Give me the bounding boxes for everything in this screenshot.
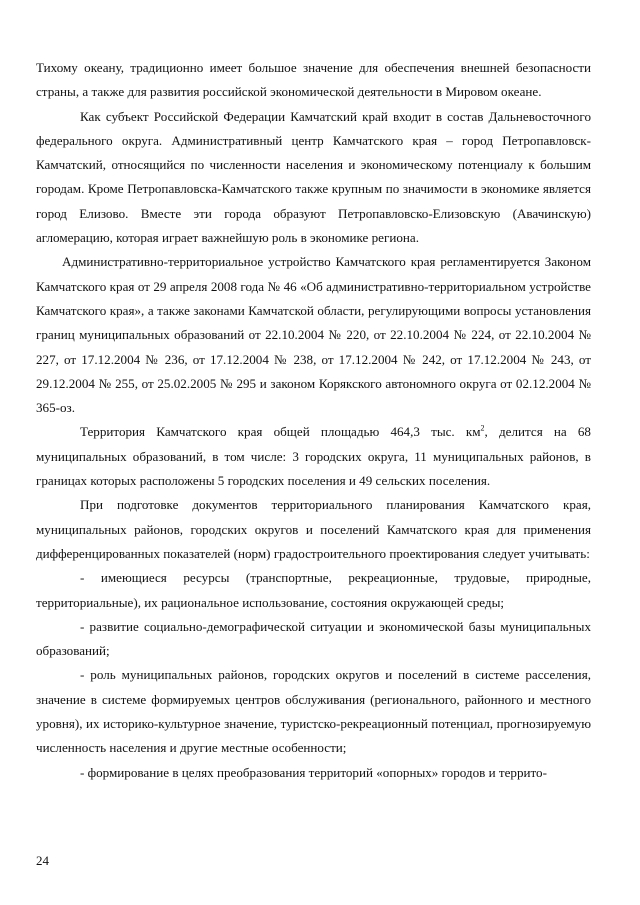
- list-item-settlement-role: - роль муниципальных районов, городских округов и поселений в системе расселения, значение в системе формируемых центров обслуживания (регионального, районного и местного уровня), их историко-культурное значение, туристско-рекреационный потенциал, прогнозируемую численность населения и другие местные особенности;: [36, 667, 591, 756]
- paragraph-administrative-structure: Административно-территориальное устройство Камчатского края регламентируется Законом Камчатского края от 29 апреля 2008 года № 46 «Об административно-территориальном устройстве Камчатского края», а также законами Камчатской области, регулирующими вопросы установления границ муниципальных образований от 22.10.2004 № 220, от 22.10.2004 № 224, от 22.10.2004 № 227, от 17.12.2004 № 236, от 17.12.2004 № 238, от 17.12.2004 № 242, от 17.12.2004 № 243, от 29.12.2004 № 255, от 25.02.2005 № 295 и законом Корякского автономного округа от 02.12.2004 № 365-оз.: [36, 254, 591, 416]
- document-page: [36, 56, 591, 785]
- list-item-demographics: - развитие социально-демографической ситуации и экономической базы муниципальных образований;: [36, 618, 591, 659]
- paragraph-planning-intro: При подготовке документов территориального планирования Камчатского края, муниципальных районов, городских округов и поселений Камчатского края для применения дифференцированных показателей (норм) градостроительного проектирования следует учитывать:: [36, 497, 591, 561]
- list-item-resources: - имеющиеся ресурсы (транспортные, рекреационные, трудовые, природные, территориальные), их рациональное использование, состояния окружающей среды;: [36, 570, 591, 610]
- paragraph-federal-district: Как субъект Российской Федерации Камчатский край входит в состав Дальневосточного федерального округа. Административный центр Камчатского края – город Петропавловск-Камчатский, относящийся по численности населения и экономическому потенциалу к большим городам. Кроме Петропавловска-Камчатского также крупным по значимости в экономике является город Елизово. Вместе эти города образуют Петропавловско-Елизовскую (Авачинскую) агломерацию, которая играет важнейшую роль в экономике региона.: [36, 108, 591, 246]
- territory-text-before: Территория Камчатского края общей площадью 464,3 тыс. км: [80, 424, 481, 440]
- page-number: 24: [36, 853, 49, 868]
- superscript-two: 2: [480, 424, 485, 434]
- territory-text-after: , делится на 68 муниципальных образований, в том числе: 3 городских округа, 11 муниципальных районов, в границах которых расположены 5 городских поселения и 49 сельских поселения.: [36, 424, 591, 489]
- list-item-formation: - формирование в целях преобразования территорий «опорных» городов и террито-: [80, 764, 547, 780]
- paragraph-territory-area: [36, 420, 591, 493]
- paragraph-continuation: Тихому океану, традиционно имеет большое значение для обеспечения внешней безопасности страны, а также для развития российской экономической деятельности в Мировом океане.: [36, 60, 591, 100]
